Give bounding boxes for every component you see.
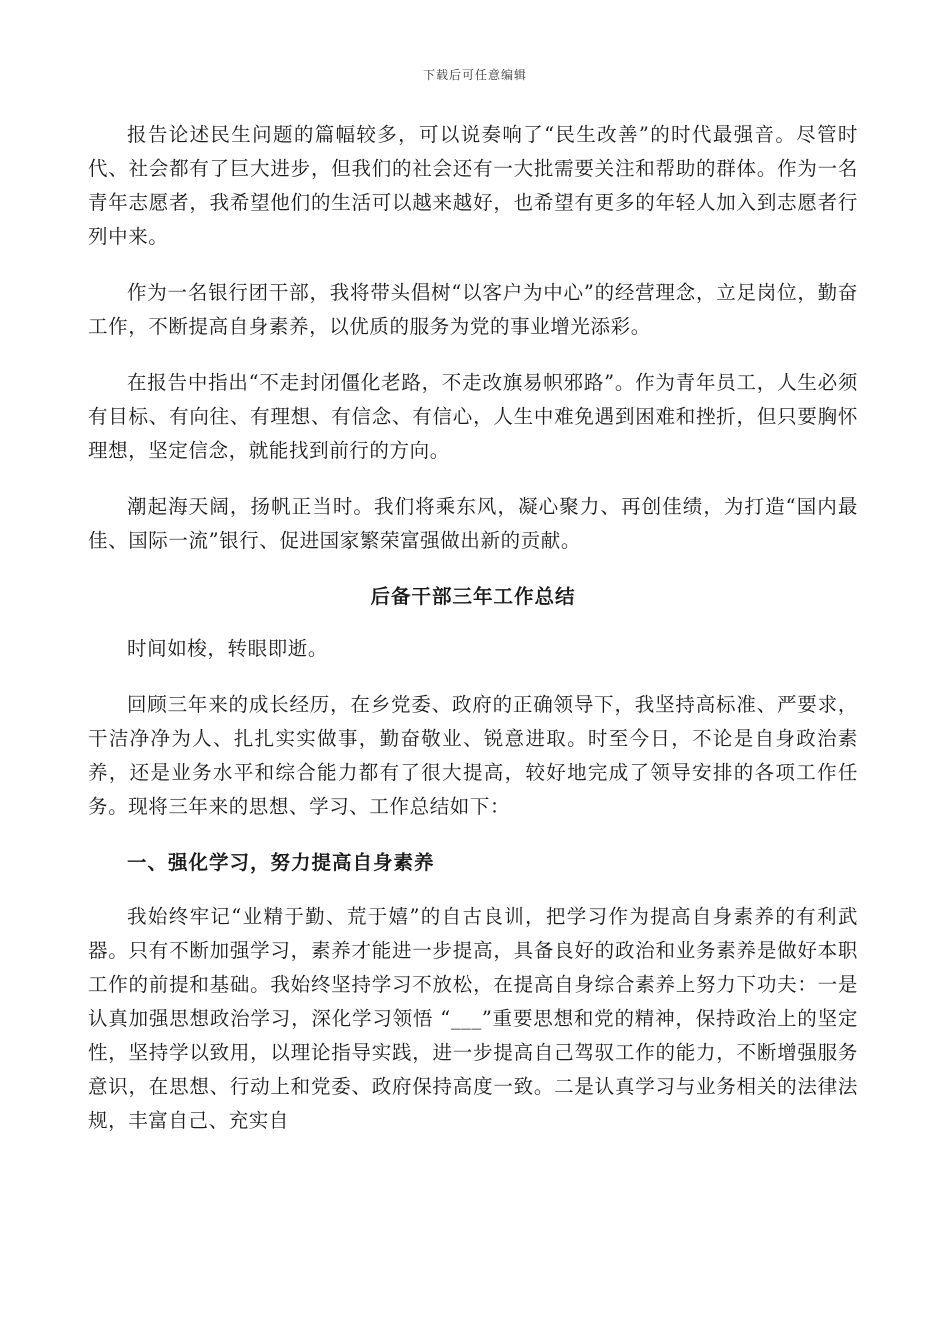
paragraph: 回顾三年来的成长经历，在乡党委、政府的正确领导下，我坚持高标准、严要求，干洁净净为人、扎扎实实做事，勤奋敬业、锐意进取。时至今日，不论是自身政治素养，还是业务水平和综合能力都有了很大提高，较好地完成了领导安排的各项工作任务。现将三年来的思想、学习、工作总结如下： <box>88 693 858 818</box>
paragraph: 在报告中指出“不走封闭僵化老路，不走改旗易帜邪路”。作为青年员工，人生必须有目标、有向往、有理想、有信念、有信心，人生中难免遇到困难和挫折，但只要胸怀理想，坚定信念，就能找到前行的方向。 <box>88 371 858 462</box>
paragraph: 时间如梭，转眼即逝。 <box>127 637 329 660</box>
paragraph: 潮起海天阔，扬帆正当时。我们将乘东风，凝心聚力、再创佳绩，为打造“国内最佳、国际一流”银行、促进国家繁荣富强做出新的贡献。 <box>88 495 858 552</box>
section-heading: 一、强化学习，努力提高自身素养 <box>127 851 435 874</box>
paragraph: 报告论述民生问题的篇幅较多，可以说奏响了“民生改善”的时代最强音。尽管时代、社会都有了巨大进步，但我们的社会还有一大批需要关注和帮助的群体。作为一名青年志愿者，我希望他们的生活可以越来越好，也希望有更多的年轻人加入到志愿者行列中来。 <box>88 123 858 248</box>
document-title: 后备干部三年工作总结 <box>370 585 576 608</box>
paragraph: 我始终牢记“业精于勤、荒于嬉”的自古良训，把学习作为提高自身素养的有利武器。只有不断加强学习，素养才能进一步提高，具备良好的政治和业务素养是做好本职工作的前提和基础。我始终坚持学习不放松，在提高自身综合素养上努力下功夫：一是认真加强思想政治学习，深化学习领悟 “___”重要思想和党的精神，保持政治上的坚定性，坚持学以致用，以理论指导实践，进一步提高自己驾驭工作的能力，不断增强服务意识，在思想、行动上和党委、政府保持高度一致。二是认真学习与业务相关的法律法规，丰富自己、充实自 <box>88 905 858 1132</box>
page-header: 下载后可任意编辑 <box>422 68 527 82</box>
paragraph: 作为一名银行团干部，我将带头倡树“以客户为中心”的经营理念，立足岗位，勤奋工作，不断提高自身素养，以优质的服务为党的事业增光添彩。 <box>88 281 858 338</box>
document-body <box>88 118 858 1160</box>
